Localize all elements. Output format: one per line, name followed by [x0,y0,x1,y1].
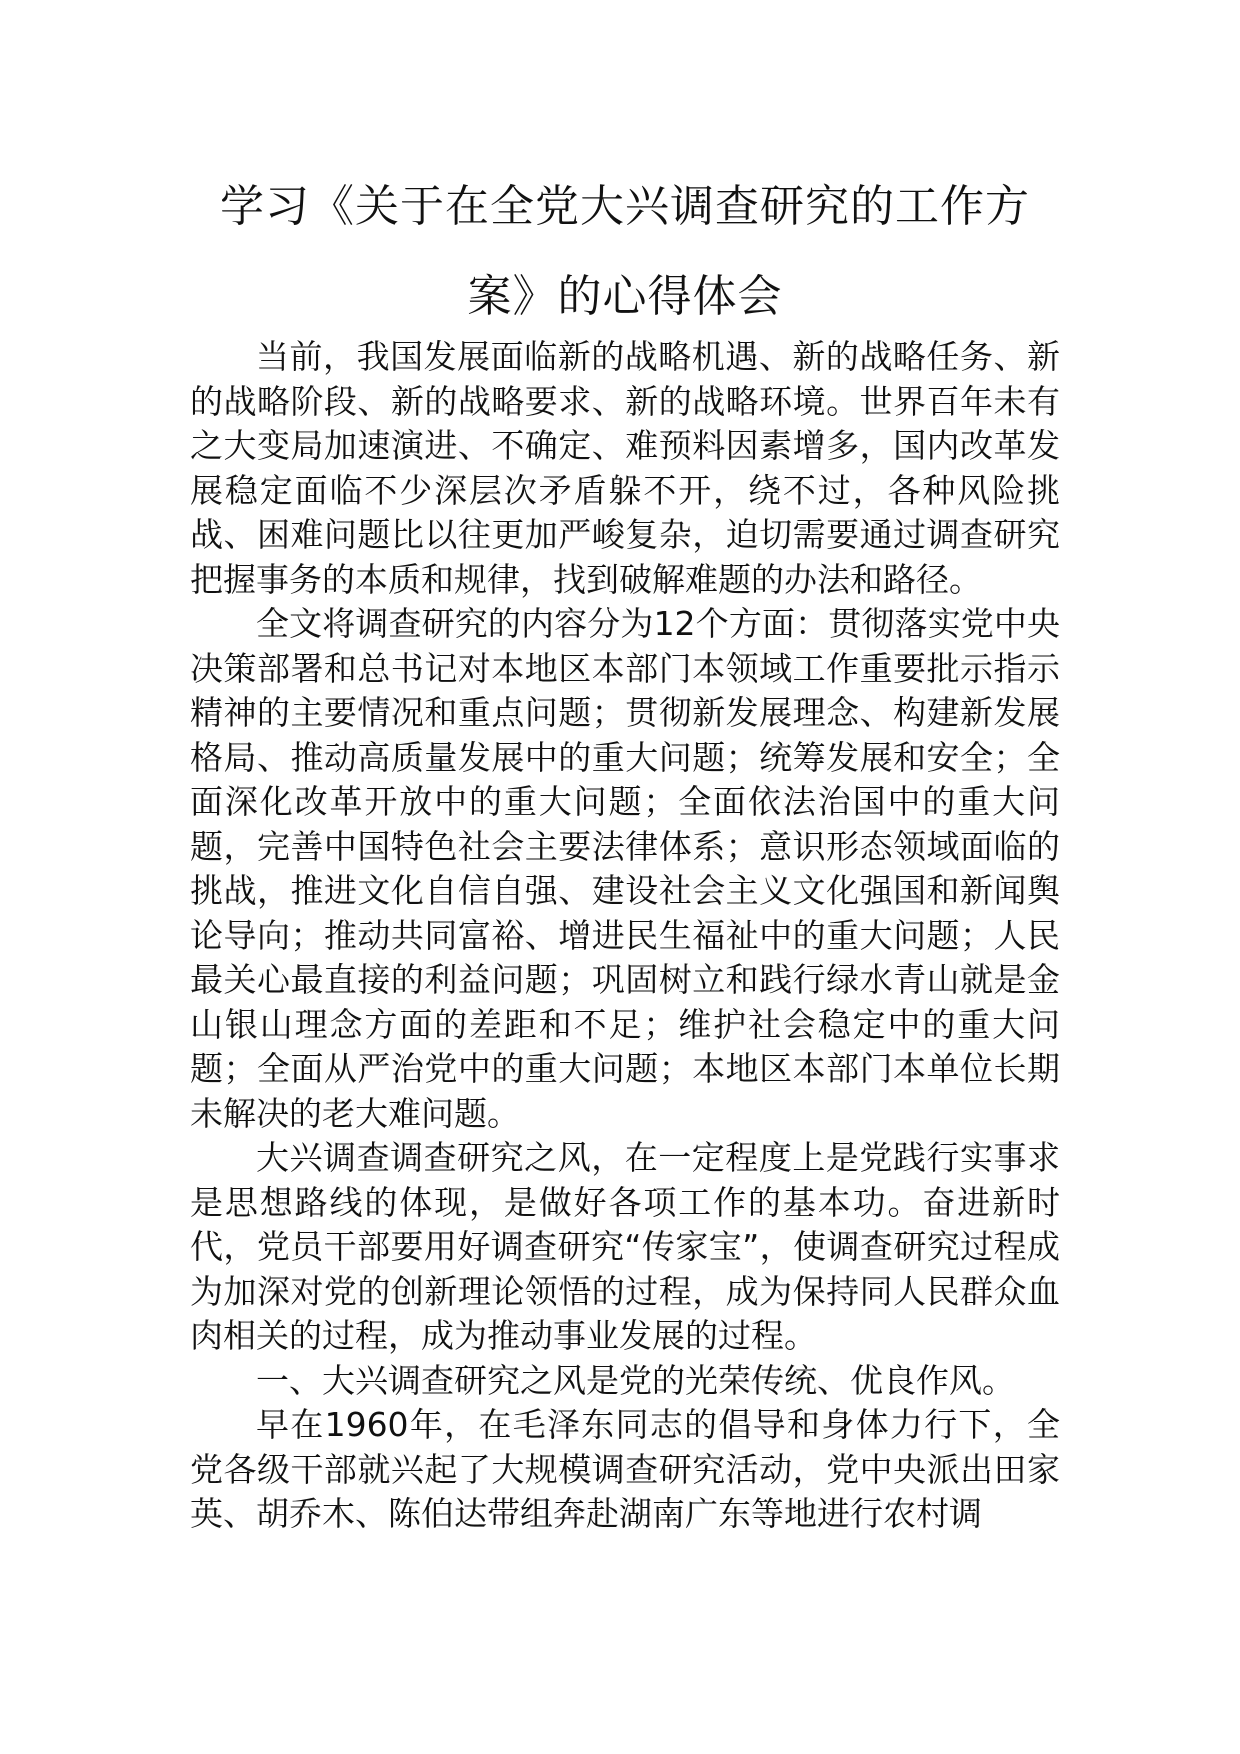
document-body [190,335,1060,1537]
paragraph-2: 全文将调查研究的内容分为12个方面：贯彻落实党中央决策部署和总书记对本地区本部门本领域工作重要批示指示精神的主要情况和重点问题；贯彻新发展理念、构建新发展格局、推动高质量发展中的重大问题；统筹发展和安全；全面深化改革开放中的重大问题；全面依法治国中的重大问题，完善中国特色社会主要法律体系；意识形态领域面临的挑战，推进文化自信自强、建设社会主义文化强国和新闻舆论导向；推动共同富裕、增进民生福祉中的重大问题；人民最关心最直接的利益问题；巩固树立和践行绿水青山就是金山银山理念方面的差距和不足；维护社会稳定中的重大问题；全面从严治党中的重大问题；本地区本部门本单位长期未解决的老大难问题。 [190,604,1060,1133]
section-heading-1: 一、大兴调查研究之风是党的光荣传统、优良作风。 [256,1360,1015,1400]
paragraph-1: 当前，我国发展面临新的战略机遇、新的战略任务、新的战略阶段、新的战略要求、新的战略环境。世界百年未有之大变局加速演进、不确定、难预料因素增多，国内改革发展稳定面临不少深层次矛盾躲不开，绕不过，各种风险挑战、困难问题比以往更加严峻复杂，迫切需要通过调查研究把握事务的本质和规律，找到破解难题的办法和路径。 [190,337,1060,599]
title-line-2: 案》的心得体会 [467,271,783,322]
title-line-1: 学习《关于在全党大兴调查研究的工作方 [220,181,1030,232]
paragraph-3: 大兴调查调查研究之风，在一定程度上是党践行实事求是思想路线的体现，是做好各项工作的基本功。奋进新时代，党员干部要用好调查研究“传家宝”，使调查研究过程成为加深对党的创新理论领悟的过程，成为保持同人民群众血肉相关的过程，成为推动事业发展的过程。 [190,1138,1060,1355]
document-title [190,162,1060,342]
paragraph-4: 早在1960年，在毛泽东同志的倡导和身体力行下，全党各级干部就兴起了大规模调查研究活动，党中央派出田家英、胡乔木、陈伯达带组奔赴湖南广东等地进行农村调 [190,1405,1060,1533]
